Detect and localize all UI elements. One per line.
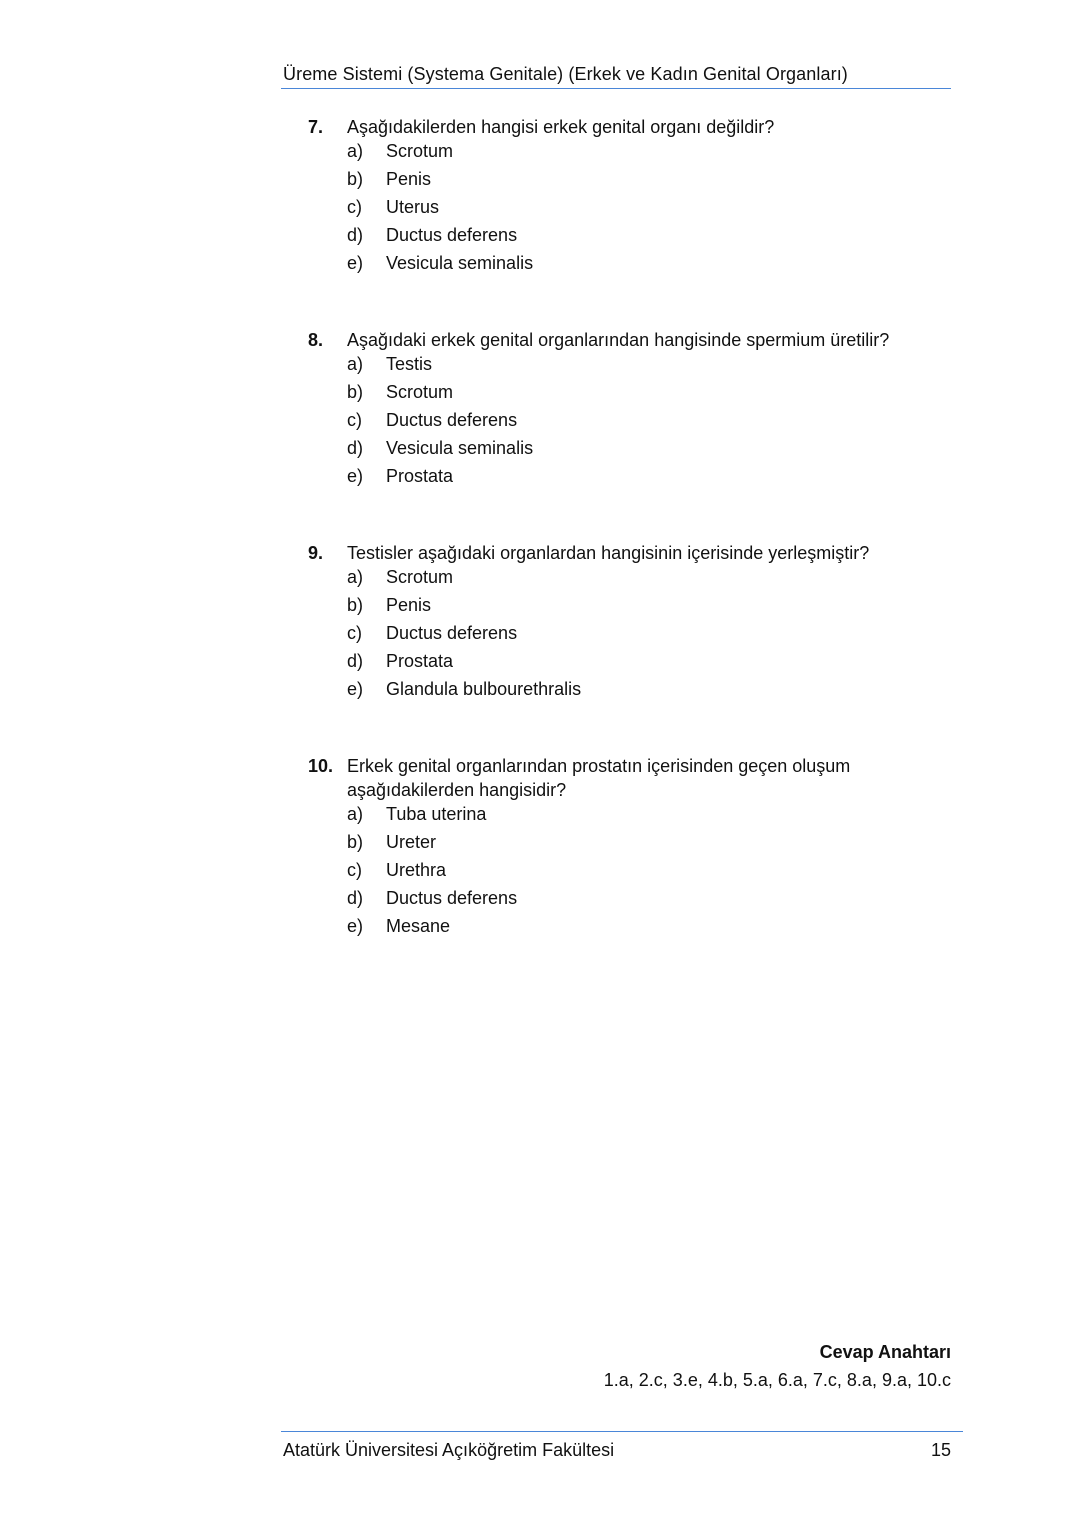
option-b bbox=[308, 380, 948, 408]
option-letter: b) bbox=[347, 595, 364, 615]
option-text: Glandula bulbourethralis bbox=[386, 679, 582, 699]
option-e bbox=[308, 677, 948, 705]
option-text: Vesicula seminalis bbox=[386, 253, 534, 273]
question-text bbox=[347, 754, 948, 802]
option-e bbox=[308, 464, 948, 492]
option-b bbox=[308, 593, 948, 621]
header-divider bbox=[281, 88, 951, 89]
option-letter: a) bbox=[347, 567, 364, 587]
option-text: Ductus deferens bbox=[386, 888, 518, 908]
option-letter: a) bbox=[347, 141, 364, 161]
option-c bbox=[308, 858, 948, 886]
page-number: 15 bbox=[930, 1440, 951, 1460]
page-header-title: Üreme Sistemi (Systema Genitale) (Erkek ve Kadın Genital Organları) bbox=[283, 64, 848, 84]
question-number: 9. bbox=[308, 543, 324, 563]
option-d bbox=[308, 223, 948, 251]
option-letter: a) bbox=[347, 354, 364, 374]
option-list bbox=[308, 802, 948, 942]
option-a bbox=[308, 139, 948, 167]
option-list bbox=[308, 352, 948, 492]
option-text: Tuba uterina bbox=[386, 804, 487, 824]
option-d bbox=[308, 886, 948, 914]
option-text: Uterus bbox=[386, 197, 440, 217]
option-letter: b) bbox=[347, 382, 364, 402]
option-text: Urethra bbox=[386, 860, 447, 880]
question-8 bbox=[308, 328, 948, 492]
footer-divider bbox=[281, 1431, 963, 1432]
question-number: 10. bbox=[308, 756, 334, 776]
option-letter: c) bbox=[347, 197, 362, 217]
option-letter: e) bbox=[347, 253, 364, 273]
option-text: Vesicula seminalis bbox=[386, 438, 534, 458]
option-text: Penis bbox=[386, 169, 432, 189]
option-letter: d) bbox=[347, 888, 364, 908]
option-letter: e) bbox=[347, 679, 364, 699]
option-d bbox=[308, 649, 948, 677]
footer-institution: Atatürk Üniversitesi Açıköğretim Fakültesi bbox=[283, 1440, 615, 1460]
option-letter: e) bbox=[347, 916, 364, 936]
option-d bbox=[308, 436, 948, 464]
option-a bbox=[308, 565, 948, 593]
option-c bbox=[308, 621, 948, 649]
option-text: Scrotum bbox=[386, 141, 454, 161]
option-text: Scrotum bbox=[386, 382, 454, 402]
option-text: Mesane bbox=[386, 916, 451, 936]
option-text: Scrotum bbox=[386, 567, 454, 587]
answer-key-title: Cevap Anahtarı bbox=[819, 1342, 951, 1362]
option-letter: a) bbox=[347, 804, 364, 824]
option-letter: c) bbox=[347, 860, 362, 880]
question-text: Aşağıdakilerden hangisi erkek genital organı değildir? bbox=[347, 117, 775, 137]
option-letter: b) bbox=[347, 832, 364, 852]
option-letter: c) bbox=[347, 623, 362, 643]
option-e bbox=[308, 251, 948, 279]
option-list bbox=[308, 565, 948, 705]
option-text: Penis bbox=[386, 595, 432, 615]
option-text: Ureter bbox=[386, 832, 437, 852]
option-text: Ductus deferens bbox=[386, 225, 518, 245]
question-9 bbox=[308, 541, 948, 705]
option-letter: d) bbox=[347, 225, 364, 245]
answer-key bbox=[604, 1340, 951, 1392]
question-text: Aşağıdaki erkek genital organlarından hangisinde spermium üretilir? bbox=[347, 330, 890, 350]
option-e bbox=[308, 914, 948, 942]
option-a bbox=[308, 802, 948, 830]
option-letter: d) bbox=[347, 651, 364, 671]
question-10 bbox=[308, 754, 948, 942]
option-b bbox=[308, 830, 948, 858]
option-a bbox=[308, 352, 948, 380]
question-number: 7. bbox=[308, 117, 324, 137]
option-text: Ductus deferens bbox=[386, 623, 518, 643]
option-letter: b) bbox=[347, 169, 364, 189]
option-letter: c) bbox=[347, 410, 362, 430]
question-number: 8. bbox=[308, 330, 324, 350]
question-text-line-2: aşağıdakilerden hangisidir? bbox=[347, 780, 567, 800]
option-text: Ductus deferens bbox=[386, 410, 518, 430]
option-text: Testis bbox=[386, 354, 433, 374]
question-text-line-1: Erkek genital organlarından prostatın içerisinden geçen oluşum bbox=[347, 756, 851, 776]
option-b bbox=[308, 167, 948, 195]
option-text: Prostata bbox=[386, 651, 454, 671]
answer-key-values: 1.a, 2.c, 3.e, 4.b, 5.a, 6.a, 7.c, 8.a, 9.a, 10.c bbox=[603, 1370, 951, 1390]
option-text: Prostata bbox=[386, 466, 454, 486]
option-list bbox=[308, 139, 948, 279]
question-7 bbox=[308, 115, 948, 279]
option-letter: d) bbox=[347, 438, 364, 458]
option-c bbox=[308, 195, 948, 223]
question-text: Testisler aşağıdaki organlardan hangisinin içerisinde yerleşmiştir? bbox=[347, 543, 870, 563]
option-c bbox=[308, 408, 948, 436]
option-letter: e) bbox=[347, 466, 364, 486]
